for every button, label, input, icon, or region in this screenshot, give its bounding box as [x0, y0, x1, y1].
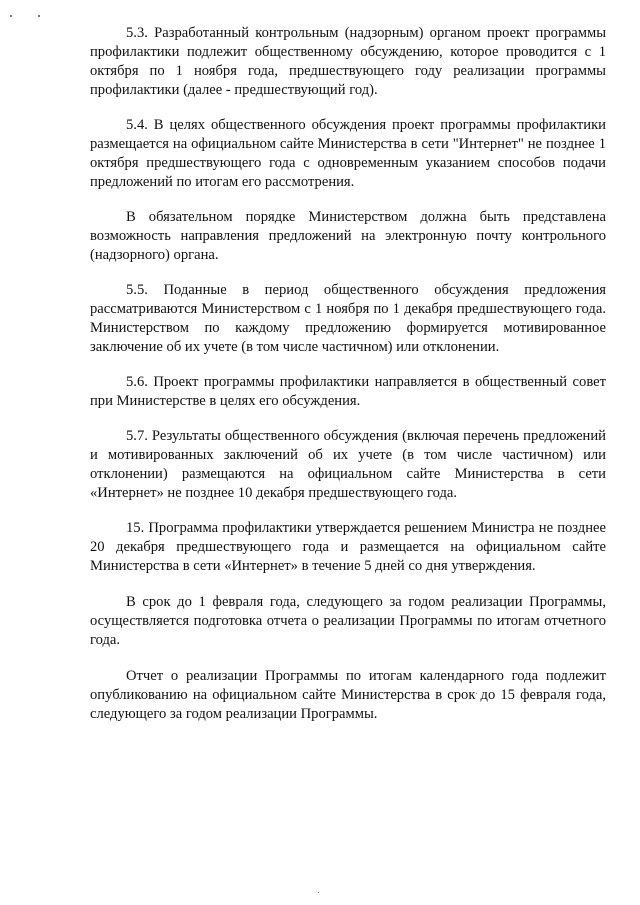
paragraph-5-6: 5.6. Проект программы профилактики направляется в общественный совет при Министерстве в целях его обсуждения.: [90, 374, 606, 409]
document-body: [90, 24, 606, 724]
paragraph-5-4: 5.4. В целях общественного обсуждения проект программы профилактики размещается на официальном сайте Министерства в сети "Интернет" не позднее 1 октября предшествующего года с одновременным указанием способов подачи предложений по итогам его рассмотрения.: [90, 117, 606, 190]
paragraph-report-publish: Отчет о реализации Программы по итогам календарного года подлежит опубликованию на официальном сайте Министерства в срок до 15 февраля года, следующего за годом реализации Программы.: [90, 668, 606, 722]
paragraph-5-3: 5.3. Разработанный контрольным (надзорным) органом проект программы профилактики подлежит общественному обсуждению, которое проводится с 1 октября по 1 ноября года, предшествующего году реализации программы профилактики (далее - предшествующий год).: [90, 25, 606, 98]
paragraph-email-option: В обязательном порядке Министерством должна быть представлена возможность направления предложений на электронную почту контрольного (надзорного) органа.: [90, 209, 606, 263]
paragraph-5-7: 5.7. Результаты общественного обсуждения (включая перечень предложений и мотивированных заключений об их учете (в том числе частичном) или отклонении) размещаются на официальном сайте Министерства в сети «Интернет» не позднее 10 декабря предшествующего года.: [90, 428, 606, 501]
scan-speck: [38, 15, 40, 17]
paragraph-report-prep: В срок до 1 февраля года, следующего за годом реализации Программы, осуществляется подготовка отчета о реализации Программы по итогам отчетного года.: [90, 594, 606, 648]
paragraph-5-5: 5.5. Поданные в период общественного обсуждения предложения рассматриваются Министерством с 1 ноября по 1 декабря предшествующего года. Министерством по каждому предложению формируется мотивированное заключение об их учете (в том числе частичном) или отклонении.: [90, 282, 606, 355]
scan-speck: [318, 892, 319, 893]
scan-speck: [10, 15, 12, 17]
paragraph-15: 15. Программа профилактики утверждается решением Министра не позднее 20 декабря предшествующего года и размещается на официальном сайте Министерства в сети «Интернет» в течение 5 дней со дня утверждения.: [90, 520, 606, 574]
